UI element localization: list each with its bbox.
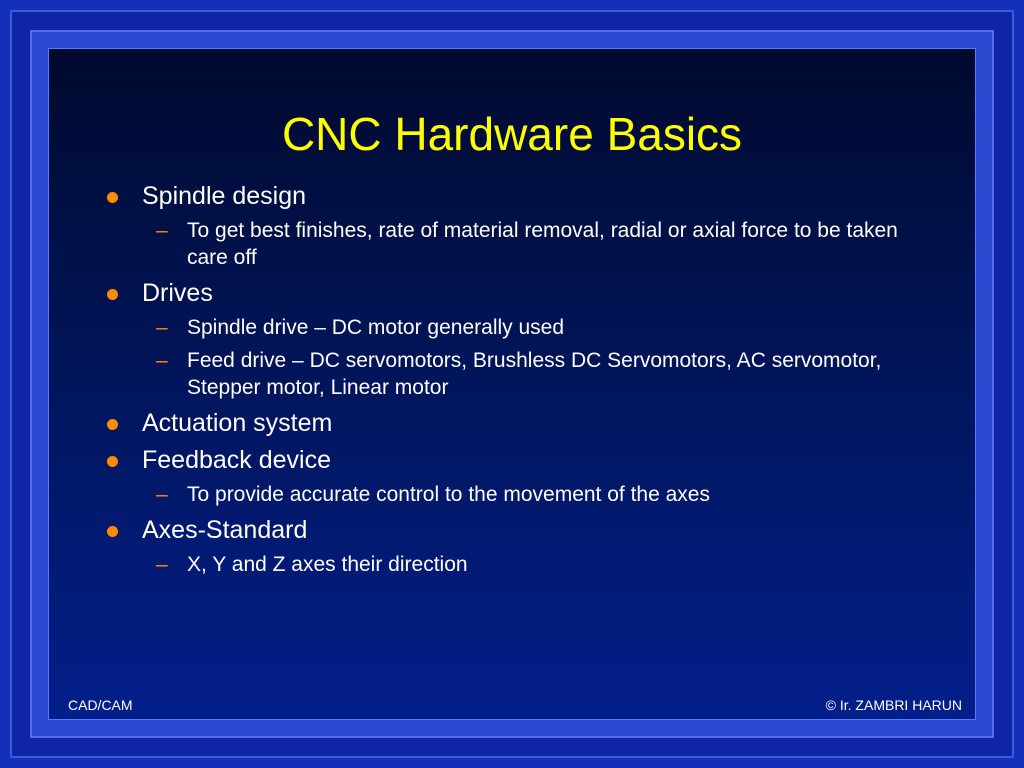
- sub-bullet-text: To provide accurate control to the movement of the axes: [187, 483, 710, 506]
- bullet-text: Drives: [142, 279, 213, 307]
- sub-bullet-item: [104, 481, 924, 508]
- bullet-dot-icon: [107, 526, 118, 537]
- bullet-list: [104, 180, 924, 584]
- sub-bullet-item: [104, 314, 924, 341]
- bullet-text: Spindle design: [142, 182, 307, 210]
- sub-bullet-item: [104, 347, 924, 401]
- bullet-dot-icon: [107, 419, 118, 430]
- dash-icon: –: [156, 483, 168, 506]
- bullet-item: [104, 407, 924, 439]
- bullet-item: [104, 180, 924, 212]
- bullet-text: Axes-Standard: [142, 516, 308, 544]
- dash-icon: –: [156, 219, 168, 242]
- bullet-item: [104, 444, 924, 476]
- sub-bullet-item: [104, 551, 924, 578]
- sub-bullet-text: Feed drive – DC servomotors, Brushless DC Servomotors, AC servomotor, Stepper motor, Linear motor: [187, 349, 882, 399]
- bullet-item: [104, 277, 924, 309]
- footer-copyright: © Ir. ZAMBRI HARUN: [825, 697, 962, 713]
- sub-bullet-text: Spindle drive – DC motor generally used: [187, 316, 565, 339]
- bullet-text: Feedback device: [142, 446, 332, 474]
- bullet-dot-icon: [107, 289, 118, 300]
- sub-bullet-text: To get best finishes, rate of material removal, radial or axial force to be taken care off: [187, 219, 898, 269]
- bullet-text: Actuation system: [142, 409, 333, 437]
- bullet-dot-icon: [107, 192, 118, 203]
- slide-title: CNC Hardware Basics: [281, 108, 743, 160]
- bullet-item: [104, 514, 924, 546]
- dash-icon: –: [156, 316, 168, 339]
- sub-bullet-item: [104, 217, 924, 271]
- footer-course: CAD/CAM: [68, 697, 133, 713]
- bullet-dot-icon: [107, 456, 118, 467]
- dash-icon: –: [156, 553, 168, 576]
- dash-icon: –: [156, 349, 168, 372]
- sub-bullet-text: X, Y and Z axes their direction: [187, 553, 468, 576]
